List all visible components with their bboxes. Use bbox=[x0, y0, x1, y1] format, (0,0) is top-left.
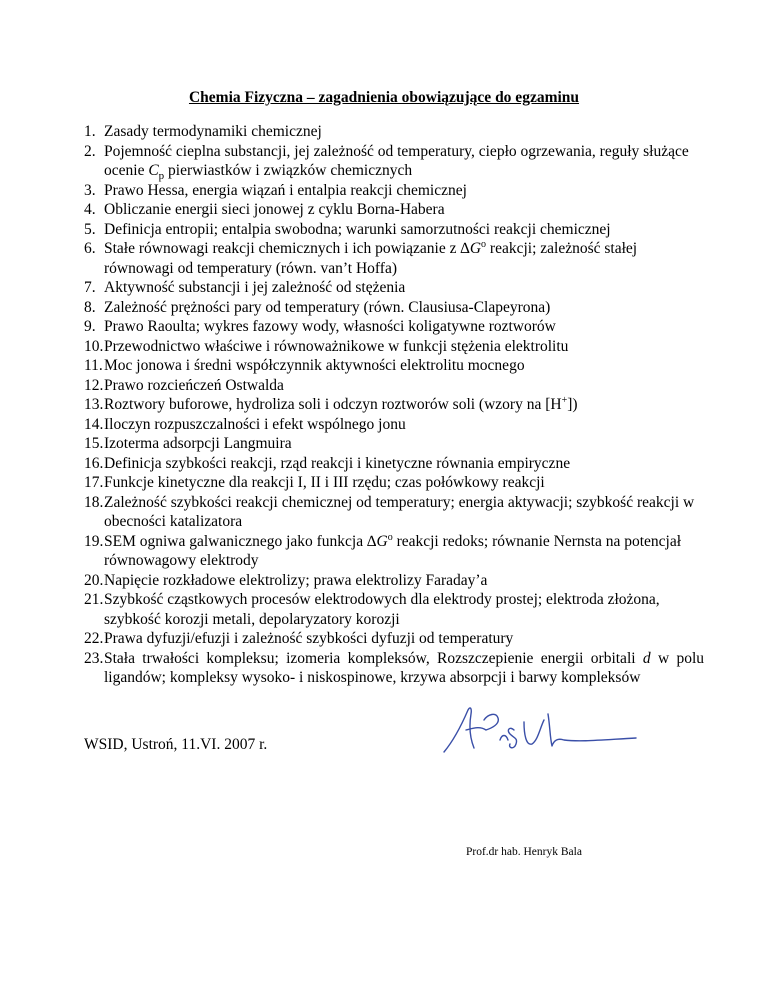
topic-text: Roztwory buforowe, hydroliza soli i odczyn roztworów soli (wzory na [H+]) bbox=[104, 394, 578, 413]
topic-number: 10. bbox=[84, 337, 104, 355]
topic-item bbox=[84, 142, 704, 181]
topic-item bbox=[84, 376, 704, 396]
topic-item bbox=[84, 298, 704, 318]
topic-item bbox=[84, 220, 704, 240]
topic-number: 3. bbox=[84, 181, 96, 199]
topic-number: 13. bbox=[84, 396, 104, 413]
topic-item bbox=[84, 649, 704, 688]
topic-text: Prawo rozcieńczeń Ostwalda bbox=[104, 376, 284, 394]
topic-item bbox=[84, 415, 704, 435]
topic-number: 12. bbox=[84, 376, 104, 394]
topic-text: Pojemność cieplna substancji, jej zależność od temperatury, ciepło ogrzewania, reguły służące ocenie $C_p$ pierwiastków i związków chemicznych bbox=[104, 142, 689, 183]
topic-number: 6. bbox=[84, 240, 96, 257]
topic-text: Izoterma adsorpcji Langmuira bbox=[104, 435, 292, 452]
topic-number: 19. bbox=[84, 532, 104, 550]
topic-number: 16. bbox=[84, 454, 104, 472]
topic-text: Iloczyn rozpuszczalności i efekt wspólnego jonu bbox=[104, 415, 406, 433]
topic-number: 7. bbox=[84, 279, 96, 296]
topic-item bbox=[84, 181, 704, 201]
topic-text: Zależność szybkości reakcji chemicznej od temperatury; energia aktywacji; szybkość reakcji w obecności katalizatora bbox=[104, 493, 695, 530]
topic-item bbox=[84, 239, 704, 278]
topic-text: Szybkość cząstkowych procesów elektrodowych dla elektrody prostej; elektroda złożona, szybkość korozji metali, depolaryzatory korozji bbox=[104, 591, 660, 628]
topic-text: Obliczanie energii sieci jonowej z cyklu Borna-Habera bbox=[104, 201, 445, 218]
topic-number: 20. bbox=[84, 571, 104, 589]
document-title: Chemia Fizyczna – zagadnienia obowiązujące do egzaminu bbox=[188, 89, 580, 106]
topic-text: Funkcje kinetyczne dla reakcji I, II i III rzędu; czas połówkowy reakcji bbox=[104, 474, 545, 491]
topic-number: 21. bbox=[84, 591, 104, 608]
topic-item bbox=[84, 337, 704, 357]
topic-item bbox=[84, 395, 704, 415]
topic-number: 23. bbox=[84, 649, 104, 667]
topic-text: Prawa dyfuzji/efuzji i zależność szybkości dyfuzji od temperatury bbox=[104, 630, 514, 647]
topic-text: Stałe równowagi reakcji chemicznych i ich powiązanie z $\Delta G^o$ reakcji; zależność stałej równowagi od temperatury (równ. van’t Hoffa) bbox=[104, 238, 638, 277]
topic-number: 17. bbox=[84, 474, 104, 491]
topic-text: Definicja entropii; entalpia swobodna; warunki samorzutności reakcji chemicznej bbox=[104, 220, 611, 238]
topic-number: 22. bbox=[84, 630, 104, 647]
topic-item bbox=[84, 278, 704, 298]
topic-item bbox=[84, 532, 704, 571]
topic-item bbox=[84, 571, 704, 591]
topic-text: Stała trwałości kompleksu; izomeria kompleksów, Rozszczepienie energii orbitali d w polu ligandów; kompleksy wysoko- i niskospinowe, krzywa absorpcji i barwy kompleksów bbox=[104, 649, 705, 686]
signer-name: Prof.dr hab. Henryk Bala bbox=[466, 846, 582, 858]
topic-item bbox=[84, 629, 704, 649]
topic-text: Zasady termodynamiki chemicznej bbox=[104, 123, 322, 140]
topic-number: 15. bbox=[84, 435, 104, 452]
topic-text: Aktywność substancji i jej zależność od stężenia bbox=[104, 279, 406, 296]
topic-number: 1. bbox=[84, 123, 96, 140]
topic-text: Moc jonowa i średni współczynnik aktywności elektrolitu mocnego bbox=[104, 357, 525, 374]
topic-number: 9. bbox=[84, 318, 96, 335]
topic-text: Definicja szybkości reakcji, rząd reakcji i kinetyczne równania empiryczne bbox=[104, 454, 571, 472]
topic-item bbox=[84, 434, 704, 454]
topic-text: Prawo Hessa, energia wiązań i entalpia reakcji chemicznej bbox=[104, 181, 467, 199]
topic-item bbox=[84, 590, 704, 629]
topic-item bbox=[84, 493, 704, 532]
topic-item bbox=[84, 356, 704, 376]
place-date: WSID, Ustroń, 11.VI. 2007 r. bbox=[84, 736, 268, 753]
topic-number: 2. bbox=[84, 142, 96, 160]
topic-item bbox=[84, 122, 704, 142]
topic-number: 14. bbox=[84, 415, 104, 433]
topic-item bbox=[84, 200, 704, 220]
topic-text: Zależność prężności pary od temperatury (równ. Clausiusa-Clapeyrona) bbox=[104, 298, 551, 316]
topic-text: Napięcie rozkładowe elektrolizy; prawa elektrolizy Faraday’a bbox=[104, 571, 488, 589]
topic-number: 4. bbox=[84, 201, 96, 218]
topic-number: 18. bbox=[84, 493, 104, 511]
topic-text: Przewodnictwo właściwe i równoważnikowe w funkcji stężenia elektrolitu bbox=[104, 337, 569, 355]
handwritten-signature bbox=[440, 700, 640, 760]
topic-text: Prawo Raoulta; wykres fazowy wody, własności koligatywne roztworów bbox=[104, 318, 556, 335]
topic-number: 5. bbox=[84, 220, 96, 238]
topic-number: 11. bbox=[84, 357, 103, 374]
topic-item bbox=[84, 317, 704, 337]
topic-list bbox=[84, 122, 704, 688]
topic-number: 8. bbox=[84, 298, 96, 316]
topic-item bbox=[84, 473, 704, 493]
topic-item bbox=[84, 454, 704, 474]
topic-text: SEM ogniwa galwanicznego jako funkcja $\Delta G^o$ reakcji redoks; równanie Nernsta na potencjał równowagowy elektrody bbox=[104, 531, 682, 569]
